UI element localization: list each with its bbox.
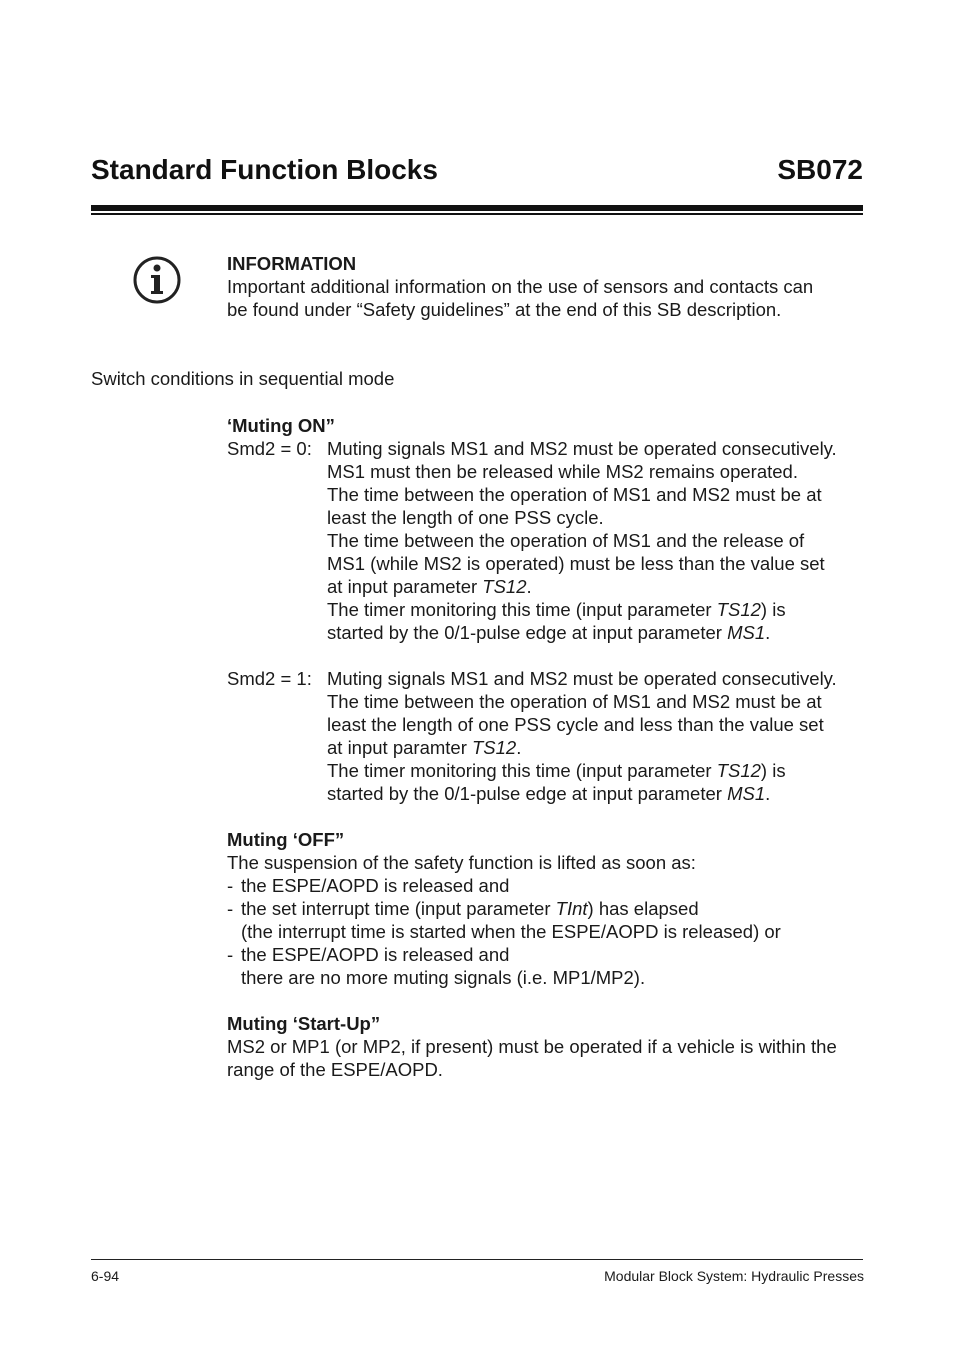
text-line: least the length of one PSS cycle and less than the value set — [327, 714, 824, 735]
spacer — [227, 989, 867, 1012]
text-line — [327, 621, 867, 644]
text-line: MS1 (while MS2 is operated) must be less than the value set — [327, 553, 825, 574]
spacer — [227, 644, 867, 667]
text-span: ) has elapsed — [587, 898, 699, 919]
text-line: range of the ESPE/AOPD. — [227, 1059, 443, 1080]
page-title: Standard Function Blocks — [91, 154, 438, 185]
muting-off-heading: Muting ‘OFF” — [227, 829, 345, 850]
smd1-text — [327, 667, 867, 805]
muting-startup-heading: Muting ‘Start-Up” — [227, 1013, 381, 1034]
list-item — [227, 943, 867, 966]
text-span: The timer monitoring this time (input parameter — [327, 760, 717, 781]
text-span: started by the 0/1-pulse edge at input parameter — [327, 783, 728, 804]
information-note — [227, 252, 867, 321]
parameter-name: TS12 — [472, 737, 517, 758]
text-span: ) is — [760, 760, 786, 781]
text-line: The time between the operation of MS1 and MS2 must be at — [327, 691, 822, 712]
smd0-label: Smd2 = 0: — [227, 438, 312, 459]
bullet-dash: - — [227, 898, 234, 919]
parameter-name: TS12 — [716, 599, 761, 620]
footer-rule — [91, 1259, 863, 1260]
intro-text: Switch conditions in sequential mode — [91, 368, 395, 389]
info-icon — [132, 255, 182, 305]
muting-off-intro: The suspension of the safety function is lifted as soon as: — [227, 852, 696, 873]
parameter-name: MS1 — [727, 622, 766, 643]
text-line: Muting signals MS1 and MS2 must be operated consecutively. — [327, 668, 837, 689]
text-span: started by the 0/1-pulse edge at input parameter — [327, 622, 728, 643]
spacer — [227, 805, 867, 828]
bullet-dash: - — [227, 944, 234, 965]
block-code: SB072 — [777, 154, 863, 185]
text-line — [327, 759, 867, 782]
parameter-name: TInt — [555, 898, 588, 919]
text-line: least the length of one PSS cycle. — [327, 507, 604, 528]
text-line: Muting signals MS1 and MS2 must be operated consecutively. — [327, 438, 837, 459]
page-number: 6-94 — [91, 1268, 120, 1284]
text-span: ) is — [760, 599, 786, 620]
text-line — [327, 598, 867, 621]
information-text-line: Important additional information on the use of sensors and contacts can — [227, 276, 814, 297]
list-item-continuation: there are no more muting signals (i.e. MP1/MP2). — [241, 967, 646, 988]
smd0-text — [327, 437, 867, 644]
header-rule-thick — [91, 205, 863, 211]
smd1-condition — [227, 667, 867, 805]
text-line: The time between the operation of MS1 and the release of — [327, 530, 805, 551]
list-item-text — [241, 897, 699, 920]
list-item-text: the ESPE/AOPD is released and — [241, 875, 510, 896]
text-line — [327, 782, 867, 805]
switch-conditions — [227, 414, 867, 1081]
information-heading: INFORMATION — [227, 253, 357, 274]
parameter-name: TS12 — [716, 760, 761, 781]
list-item-text: the ESPE/AOPD is released and — [241, 944, 510, 965]
text-line — [327, 575, 867, 598]
muting-on-heading: ‘Muting ON” — [227, 415, 335, 436]
text-line: The time between the operation of MS1 and MS2 must be at — [327, 484, 822, 505]
smd0-condition — [227, 437, 867, 644]
bullet-dash: - — [227, 875, 234, 896]
text-line: MS2 or MP1 (or MP2, if present) must be operated if a vehicle is within the — [227, 1036, 837, 1057]
list-item-continuation: (the interrupt time is started when the ESPE/AOPD is released) or — [241, 921, 781, 942]
text-span: . — [516, 737, 522, 758]
parameter-name: TS12 — [482, 576, 527, 597]
text-span: . — [765, 622, 771, 643]
text-span: at input paramter — [327, 737, 472, 758]
text-span: The timer monitoring this time (input parameter — [327, 599, 717, 620]
text-span: . — [765, 783, 771, 804]
text-line: MS1 must then be released while MS2 remains operated. — [327, 461, 798, 482]
text-span: the set interrupt time (input parameter — [241, 898, 556, 919]
list-item — [227, 874, 867, 897]
header-rule-thin — [91, 213, 863, 215]
text-span: at input parameter — [327, 576, 483, 597]
smd1-label: Smd2 = 1: — [227, 668, 312, 689]
text-span: . — [526, 576, 532, 597]
parameter-name: MS1 — [727, 783, 766, 804]
text-line — [327, 736, 867, 759]
information-text-line: be found under “Safety guidelines” at the end of this SB description. — [227, 299, 782, 320]
list-item — [227, 897, 867, 920]
document-title: Modular Block System: Hydraulic Presses — [604, 1268, 864, 1284]
